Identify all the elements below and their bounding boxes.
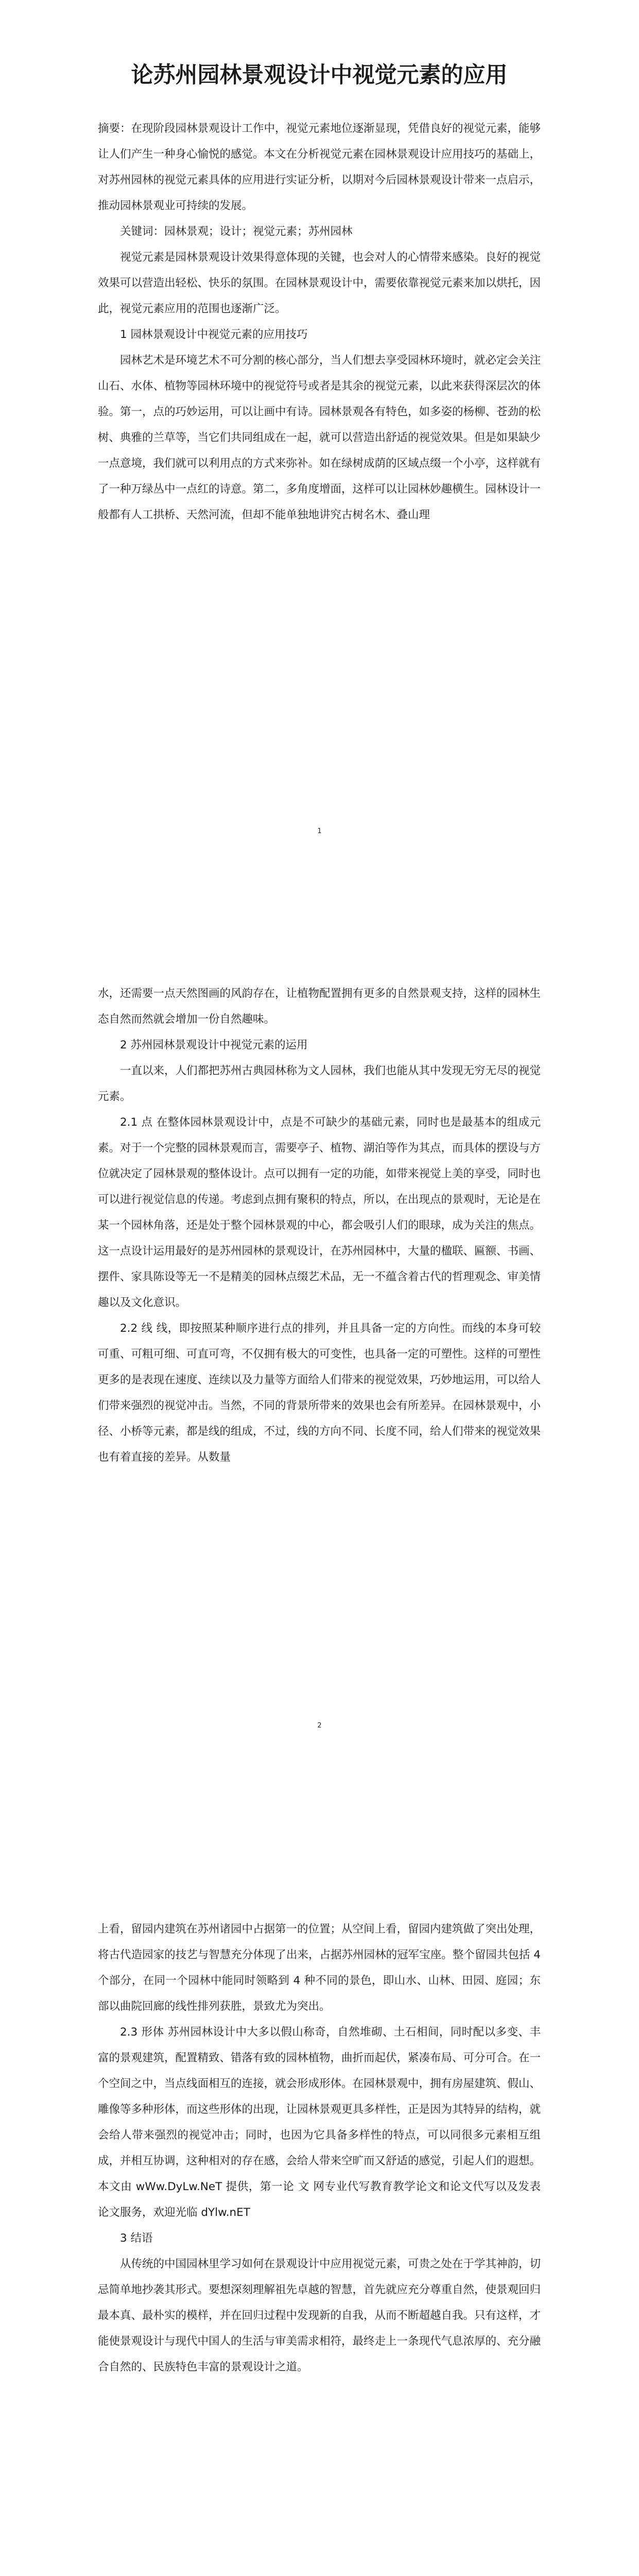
continued-paragraph: 水，还需要一点天然图画的风韵存在，让植物配置拥有更多的自然景观支持，这样的园林生态自然而然就会增加一份自然趣味。 xyxy=(98,987,541,1026)
section-1-heading: 1 园林景观设计中视觉元素的应用技巧 xyxy=(120,328,308,341)
section-2-intro: 一直以来，人们都把苏州古典园林称为文人园林，我们也能从其中发现无穷无尽的视觉元素。 xyxy=(98,1064,541,1103)
abstract: 摘要：在现阶段园林景观设计工作中，视觉元素地位逐渐显现，凭借良好的视觉元素，能够让人们产生一种身心愉悦的感觉。本文在分析视觉元素在园林景观设计应用技巧的基础上，对苏州园林的视觉元素具体的应用进行实证分析，以期对今后园林景观设计带来一点启示，推动园林景观业可持续的发展。 xyxy=(98,122,541,212)
page-3 xyxy=(0,1875,639,2576)
continued-paragraph: 上看，留园内建筑在苏州诸园中占据第一的位置；从空间上看，留园内建筑做了突出处理，将古代造园家的技艺与智慧充分体现了出来，占据苏州园林的冠军宝座。整个留园共包括 4 个部分，在同一个园林中能同时领略到 4 种不同的景色，即山水、山林、田园、庭园；东部以曲院回廊的线性排列获胜，景致尤为突出。 xyxy=(98,1923,541,2013)
section-2-1-point: 2.1 点 在整体园林景观设计中，点是不可缺少的基础元素，同时也是最基本的组成元素。对于一个完整的园林景观而言，需要亭子、植物、湖泊等作为其点，而具体的摆设与方位就决定了园林景观的整体设计。点可以拥有一定的功能，如带来视觉上美的享受，同时也可以进行视觉信息的传递。考虑到点拥有聚积的特点，所以，在出现点的景观时，无论是在某一个园林角落，还是处于整个园林景观的中心，都会吸引人们的眼球，成为关注的焦点。这一点设计运用最好的是苏州园林的景观设计，在苏州园林中，大量的楹联、匾额、书画、摆件、家具陈设等无一不是精美的园林点缀艺术品，无一不蕴含着古代的哲理观念、审美情趣以及文化意识。 xyxy=(98,1116,541,1309)
section-2-2-line: 2.2 线 线，即按照某种顺序进行点的排列，并且具备一定的方向性。而线的本身可较可重、可粗可细、可直可弯，不仅拥有极大的可变性，也具备一定的可塑性。这样的可塑性更多的是表现在速度、连续以及力量等方面给人们带来的视觉效果，巧妙地运用，可以给人们带来强烈的视觉冲击。当然，不同的背景所带来的效果也会有所差异。在园林景观中，小径、小桥等元素，都是线的组成，不过，线的方向不同、长度不同，给人们带来的视觉效果也有着直接的差异。从数量 xyxy=(98,1322,541,1464)
page-number: 1 xyxy=(317,827,322,835)
page-1 xyxy=(0,0,639,896)
document-title: 论苏州园林景观设计中视觉元素的应用 xyxy=(131,62,508,88)
keywords: 关键词：园林景观；设计；视觉元素；苏州园林 xyxy=(120,225,353,238)
section-2-3-form: 2.3 形体 苏州园林设计中大多以假山称奇，自然堆砌、土石相间，同时配以多变、丰富的景观建筑，配置精致、错落有致的园林植物，曲折而起伏，紧凑布局、可分可合。在一个空间之中，当点线面相互的连接，就会形成形体。在园林景观中，拥有房屋建筑、假山、雕像等多种形体，而这些形体的出现，让园林景观更具多样性，正是因为其特异的结构，就会给人带来强烈的视觉冲击；同时，也因为它具备多样性的特点，可以同很多元素相互组成，并相互协调，这种相对的存在感，会给人带来空旷而又舒适的感觉，引起人们的遐想。 本文由 wWw.DyLw.NeT 提供，第一论 文 网专业代写教育教学论文和论文代写以及发表论文服务，欢迎光临 dYlw.nET xyxy=(98,2026,541,2219)
section-2-heading: 2 苏州园林景观设计中视觉元素的运用 xyxy=(120,1039,308,1052)
section-1-body: 园林艺术是环境艺术不可分割的核心部分，当人们想去享受园林环境时，就必定会关注山石、水体、植物等园林环境中的视觉符号或者是其余的视觉元素，以此来获得深层次的体验。第一，点的巧妙运用，可以让画中有诗。园林景观各有特色，如多姿的杨柳、苍劲的松树、典雅的兰草等，当它们共同组成在一起，就可以营造出舒适的视觉效果。但是如果缺少一点意境，我们就可以利用点的方式来弥补。如在绿树成荫的区域点缀一个小亭，这样就有了一种万绿丛中一点红的诗意。第二，多角度增面，这样可以让园林妙趣横生。园林设计一般都有人工拱桥、天然河流，但却不能单独地讲究古树名木、叠山理 xyxy=(98,354,541,521)
page-2 xyxy=(0,938,639,1834)
section-3-heading: 3 结语 xyxy=(120,2232,153,2245)
intro-paragraph: 视觉元素是园林景观设计效果得意体现的关键，也会对人的心情带来感染。良好的视觉效果可以营造出轻松、快乐的氛围。在园林景观设计中，需要依靠视觉元素来加以烘托，因此，视觉元素应用的范围也逐渐广泛。 xyxy=(98,251,541,315)
conclusion-paragraph: 从传统的中国园林里学习如何在景观设计中应用视觉元素，可贵之处在于学其神韵，切忌简单地抄袭其形式。要想深刻理解祖先卓越的智慧，首先就应充分尊重自然，使景观回归最本真、最朴实的模样，并在回归过程中发现新的自我，从而不断超越自我。只有这样，才能使景观设计与现代中国人的生活与审美需求相符，最终走上一条现代气息浓厚的、充分融合自然的、民族特色丰富的景观设计之道。 xyxy=(98,2258,541,2374)
page-number: 2 xyxy=(317,1722,322,1730)
